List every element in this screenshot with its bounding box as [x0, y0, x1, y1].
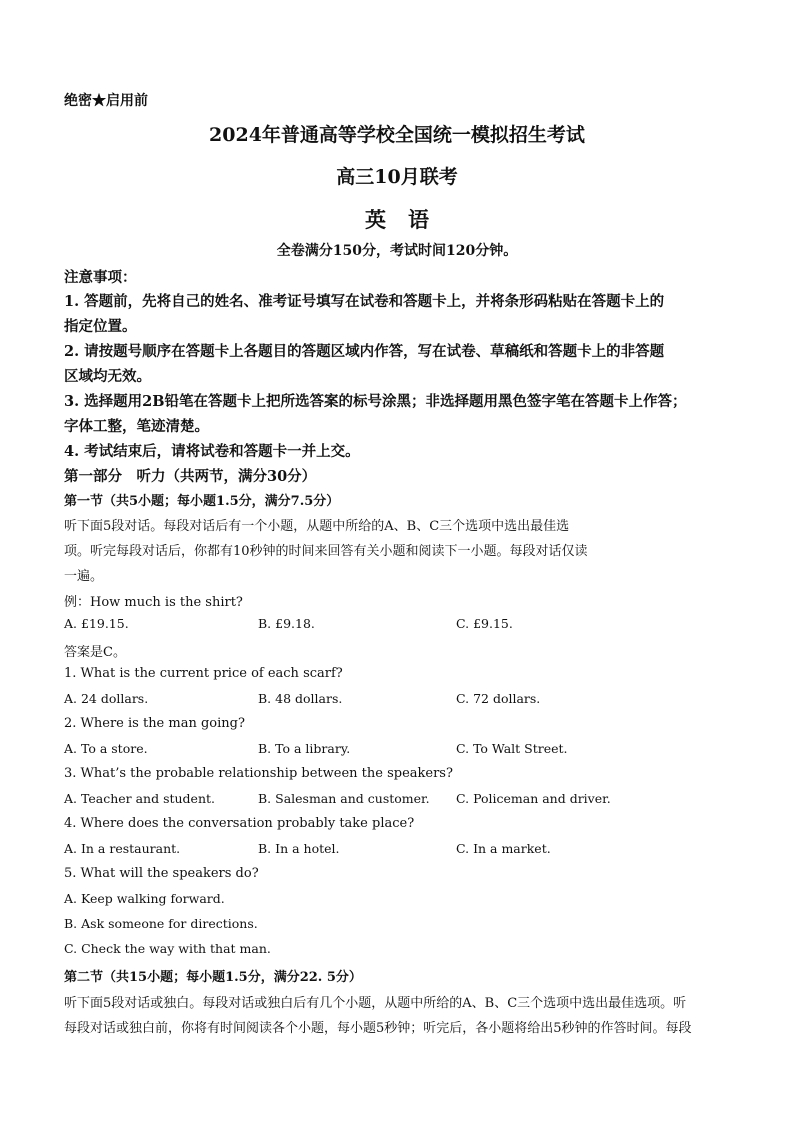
section1-instruction: 听下面5段对话。每段对话后有一个小题，从题中所给的A、B、C三个选项中选出最佳选 — [64, 519, 570, 534]
question-option-a: A. In a restaurant. — [64, 841, 181, 856]
confidential-mark: 绝密★启用前 — [64, 93, 148, 109]
question-text: 4. Where does the conversation probably take place? — [64, 816, 415, 831]
question-option-a: A. 24 dollars. — [64, 691, 149, 706]
question-text: 2. Where is the man going? — [64, 716, 245, 731]
notice-line: 区域均无效。 — [64, 368, 151, 385]
subject-char-2: 语 — [408, 207, 429, 232]
example-option-b: B. £9.18. — [258, 616, 315, 631]
section1-heading: 第一节（共5小题；每小题1.5分，满分7.5分） — [64, 494, 340, 509]
notice-line: 2. 请按题号顺序在答题卡上各题目的答题区域内作答，写在试卷、草稿纸和答题卡上的非答题 — [64, 343, 665, 360]
question-option-b: B. 48 dollars. — [258, 691, 343, 706]
section1-instruction: 项。听完每段对话后，你都有10秒钟的时间来回答有关小题和阅读下一小题。每段对话仅读 — [64, 544, 588, 559]
question-text: 5. What will the speakers do? — [64, 866, 259, 881]
notice-line: 字体工整，笔迹清楚。 — [64, 418, 209, 435]
question-option-b: B. Ask someone for directions. — [64, 916, 258, 931]
exam-subtitle: 高三10月联考 — [336, 166, 458, 188]
section2-instruction: 每段对话或独白前，你将有时间阅读各个小题，每小题5秒钟；听完后，各小题将给出5秒钟的作答时间。每段 — [64, 1021, 692, 1036]
example-answer: 答案是C。 — [64, 645, 126, 660]
section2-heading: 第二节（共15小题；每小题1.5分，满分22. 5分） — [64, 970, 362, 985]
notice-line: 3. 选择题用2B铅笔在答题卡上把所选答案的标号涂黑；非选择题用黑色签字笔在答题卡上作答； — [64, 393, 687, 410]
question-option-c: C. To Walt Street. — [456, 741, 568, 756]
section1-instruction: 一遍。 — [64, 569, 104, 584]
question-text: 1. What is the current price of each scarf? — [64, 666, 343, 681]
question-option-c: C. 72 dollars. — [456, 691, 541, 706]
section2-instruction: 听下面5段对话或独白。每段对话或独白后有几个小题，从题中所给的A、B、C三个选项中选出最佳选项。听 — [64, 996, 687, 1011]
question-option-c: C. Policeman and driver. — [456, 791, 611, 806]
question-option-a: A. To a store. — [64, 741, 148, 756]
part1-heading: 第一部分 听力（共两节，满分30分） — [64, 468, 317, 485]
score-info: 全卷满分150分，考试时间120分钟。 — [276, 243, 518, 259]
question-option-b: B. Salesman and customer. — [258, 791, 430, 806]
question-option-b: B. To a library. — [258, 741, 351, 756]
notice-line: 4. 考试结束后，请将试卷和答题卡一并上交。 — [64, 443, 360, 460]
subject-char-1: 英 — [365, 207, 386, 232]
example-option-c: C. £9.15. — [456, 616, 513, 631]
question-text: 3. What’s the probable relationship between the speakers? — [64, 766, 453, 781]
notice-line: 指定位置。 — [64, 318, 137, 335]
notice-line: 1. 答题前，先将自己的姓名、准考证号填写在试卷和答题卡上，并将条形码粘贴在答题卡上的 — [64, 293, 665, 310]
notice-heading: 注意事项： — [64, 269, 137, 286]
question-option-c: C. In a market. — [456, 841, 551, 856]
example-option-a: A. £19.15. — [64, 616, 129, 631]
subject-title — [0, 204, 794, 234]
question-option-b: B. In a hotel. — [258, 841, 340, 856]
question-option-a: A. Teacher and student. — [64, 791, 216, 806]
question-option-c: C. Check the way with that man. — [64, 941, 271, 956]
example-question: 例：How much is the shirt? — [64, 595, 243, 610]
question-option-a: A. Keep walking forward. — [64, 891, 225, 906]
exam-title: 2024年普通高等学校全国统一模拟招生考试 — [209, 124, 585, 146]
